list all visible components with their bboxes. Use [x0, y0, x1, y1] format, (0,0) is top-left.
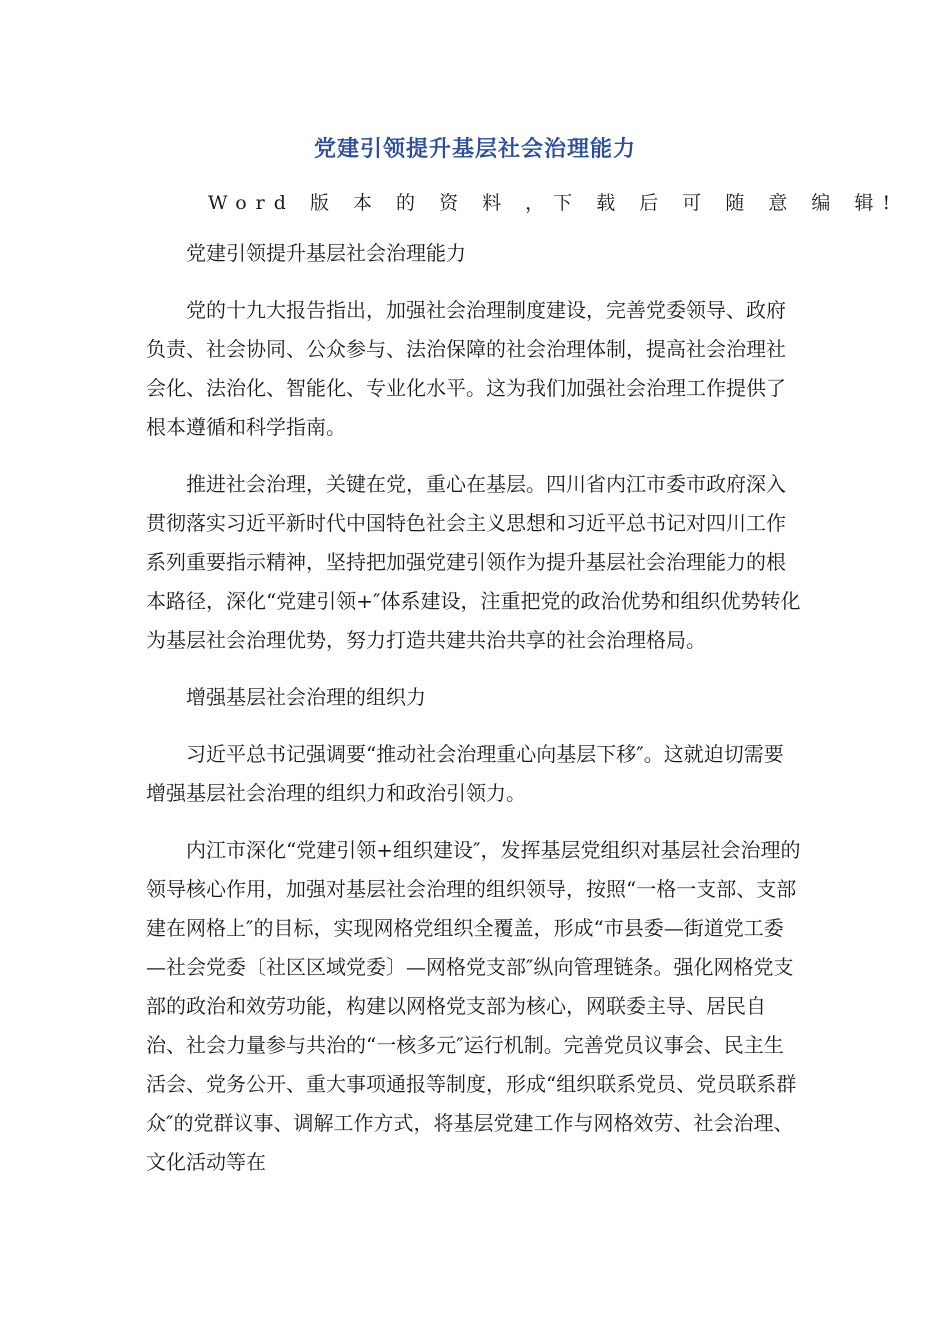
paragraph: 习近平总书记强调要“推动社会治理重心向基层下移″。这就迫切需要增强基层社会治理的组织力和政治引领力。 [146, 742, 784, 805]
paragraph-heading: 党建引领提升基层社会治理能力 [186, 241, 466, 265]
paragraph: 推进社会治理，关键在党，重心在基层。四川省内江市委市政府深入贯彻落实习近平新时代中国特色社会主义思想和习近平总书记对四川工作系列重要指示精神，坚持把加强党建引领作为提升基层社会治理能力的根本路径，深化“党建引领+″体系建设，注重把党的政治优势和组织优势转化为基层社会治理优势，努力打造共建共治共享的社会治理格局。 [146, 472, 801, 652]
editable-note: Word 版 本 的 资 料 ，下 载 后 可 随 意 编 辑! [208, 192, 900, 214]
paragraph: 党的十九大报告指出，加强社会治理制度建设，完善党委领导、政府负责、社会协同、公众参与、法治保障的社会治理体制，提高社会治理社会化、法治化、智能化、专业化水平。这为我们加强社会治理工作提供了根本遵循和科学指南。 [146, 298, 786, 439]
section-heading: 增强基层社会治理的组织力 [186, 685, 426, 709]
document-title: 党建引领提升基层社会治理能力 [313, 137, 636, 162]
document-body [146, 234, 801, 1200]
paragraph: 内江市深化“党建引领+组织建设″，发挥基层党组织对基层社会治理的领导核心作用，加强对基层社会治理的组织领导，按照“一格一支部、支部建在网格上″的目标，实现网格党组织全覆盖，形成“市县委—街道党工委—社会党委〔社区区域党委〕—网格党支部″纵向管理链条。强化网格党支部的政治和效劳功能，构建以网格党支部为核心，网联委主导、居民自治、社会力量参与共治的“一核多元″运行机制。完善党员议事会、民主生活会、党务公开、重大事项通报等制度，形成“组织联系党员、党员联系群众″的党群议事、调解工作方式，将基层党建工作与网格效劳、社会治理、文化活动等在 [146, 838, 801, 1174]
